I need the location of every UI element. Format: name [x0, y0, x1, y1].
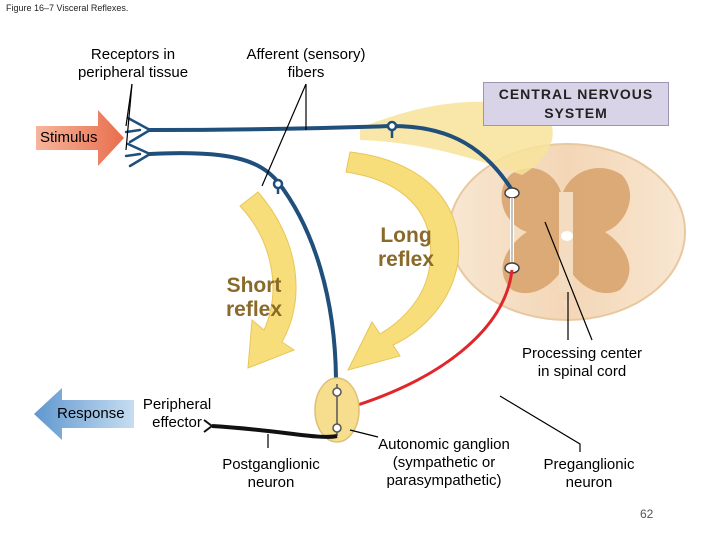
- postganglionic-label: [200, 456, 342, 492]
- long-reflex-line-2: reflex: [377, 248, 435, 271]
- receptors-label-line-2: peripheral tissue: [77, 64, 189, 81]
- ganglion-label-line-3: parasympathetic): [386, 472, 502, 489]
- stimulus-label: Stimulus: [40, 129, 98, 146]
- ganglion-label-line-1: Autonomic ganglion: [378, 436, 510, 453]
- preganglionic-label-line-1: Preganglionic: [543, 456, 635, 473]
- short-reflex-line-1: Short: [226, 274, 282, 297]
- response-label: Response: [57, 405, 125, 422]
- afferent-label: [226, 46, 386, 82]
- processing-center-label: [502, 345, 662, 381]
- afferent-label-line-1: Afferent (sensory): [246, 46, 366, 63]
- figure-caption: Figure 16–7 Visceral Reflexes.: [6, 3, 129, 13]
- long-reflex-label: [366, 224, 446, 272]
- autonomic-ganglion-label: [360, 436, 528, 490]
- postganglionic-label-line-1: Postganglionic: [222, 456, 320, 473]
- autonomic-ganglion: [315, 378, 359, 442]
- cns-label-line-2: SYSTEM: [544, 105, 608, 121]
- spinal-cord: [449, 144, 685, 320]
- ganglion-label-line-2: (sympathetic or: [392, 454, 496, 471]
- postganglionic-label-line-2: neuron: [247, 474, 295, 491]
- processing-label-line-2: in spinal cord: [537, 363, 627, 380]
- receptor-endings: [126, 118, 150, 166]
- processing-label-line-1: Processing center: [521, 345, 643, 362]
- preganglionic-label: [526, 456, 652, 492]
- cns-label: [483, 82, 669, 126]
- page-number: 62: [640, 507, 654, 521]
- receptors-label: [58, 46, 208, 82]
- effector-label: [132, 396, 222, 432]
- effector-label-line-2: effector: [152, 414, 202, 431]
- short-reflex-line-2: reflex: [225, 298, 283, 321]
- preganglionic-label-line-2: neuron: [565, 474, 613, 491]
- short-reflex-label: [214, 274, 294, 322]
- effector-label-line-1: Peripheral: [142, 396, 212, 413]
- cns-label-line-1: CENTRAL NERVOUS: [498, 86, 654, 102]
- long-reflex-line-1: Long: [380, 224, 432, 247]
- receptors-label-line-1: Receptors in: [90, 46, 176, 63]
- afferent-label-line-2: fibers: [287, 64, 325, 81]
